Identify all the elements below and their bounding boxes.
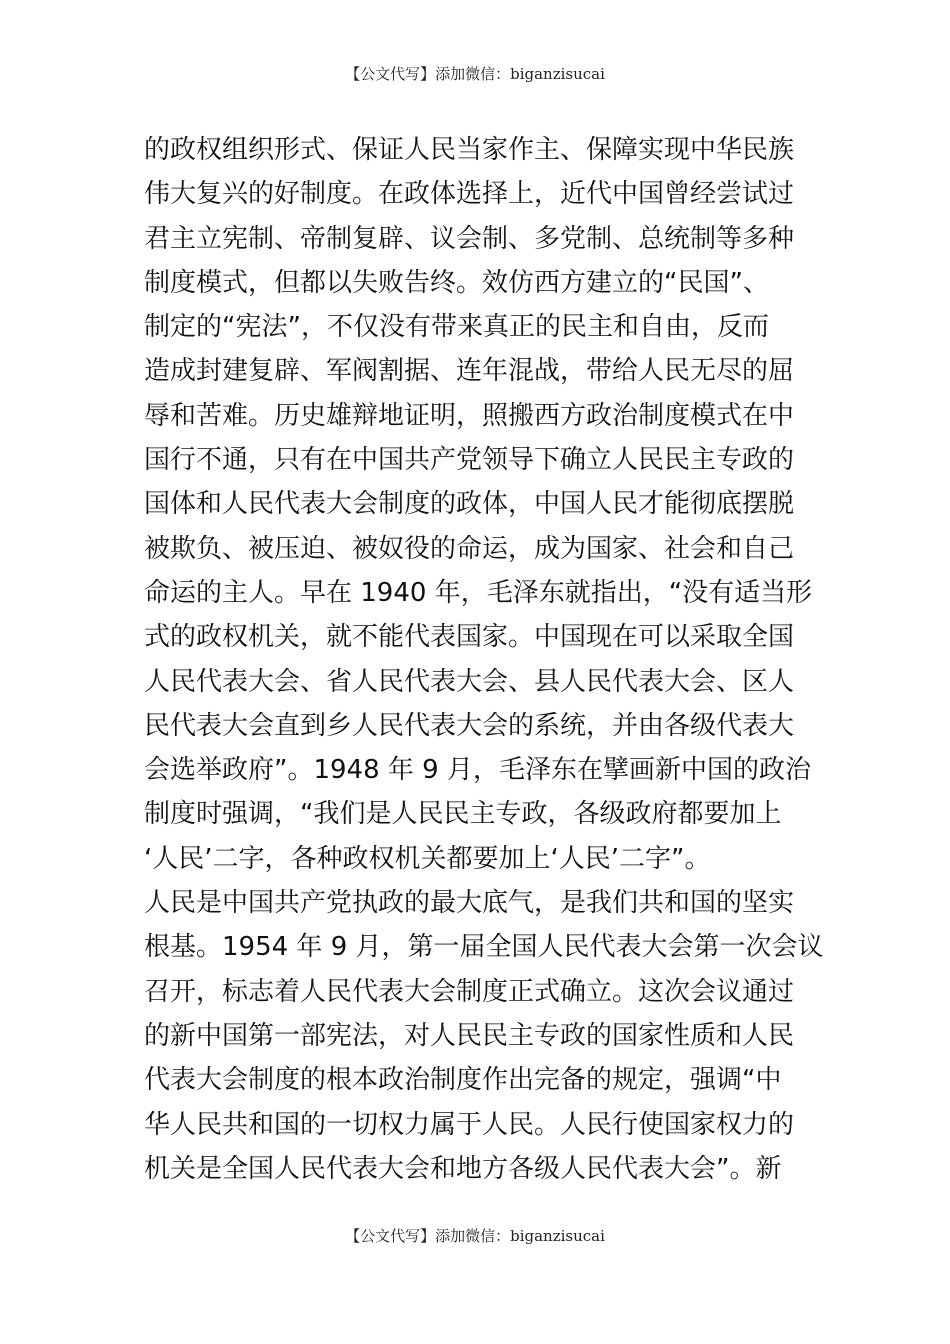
text-line: 人民代表大会、省人民代表大会、县人民代表大会、区人 bbox=[144, 666, 795, 697]
text-line: 代表大会制度的根本政治制度作出完备的规定，强调“中 bbox=[144, 1065, 782, 1096]
document-body bbox=[144, 128, 824, 1191]
text-line: 华人民共和国的一切权力属于人民。人民行使国家权力的 bbox=[144, 1109, 795, 1140]
text-line: 国行不通，只有在中国共产党领导下确立人民民主专政的 bbox=[144, 445, 795, 476]
text-line: 式的政权机关，就不能代表国家。中国现在可以采取全国 bbox=[144, 622, 795, 653]
text-line: 民代表大会直到乡人民代表大会的系统，并由各级代表大 bbox=[144, 710, 795, 741]
text-line: 辱和苦难。历史雄辩地证明，照搬西方政治制度模式在中 bbox=[144, 400, 795, 431]
text-line: 被欺负、被压迫、被奴役的命运，成为国家、社会和自己 bbox=[144, 533, 795, 564]
text-line: 根基。1954 年 9 月，第一届全国人民代表大会第一次会议 bbox=[144, 932, 824, 963]
text-line: 机关是全国人民代表大会和地方各级人民代表大会”。新 bbox=[144, 1153, 782, 1184]
text-line: 的新中国第一部宪法，对人民民主专政的国家性质和人民 bbox=[144, 1020, 795, 1051]
text-line: 会选举政府”。1948 年 9 月，毛泽东在擘画新中国的政治 bbox=[144, 755, 811, 786]
text-line: 君主立宪制、帝制复辟、议会制、多党制、总统制等多种 bbox=[144, 223, 795, 254]
text-line: 制定的“宪法”，不仅没有带来真正的民主和自由，反而 bbox=[144, 312, 769, 343]
text-line: 召开，标志着人民代表大会制度正式确立。这次会议通过 bbox=[144, 976, 795, 1007]
text-line: 的政权组织形式、保证人民当家作主、保障实现中华民族 bbox=[144, 135, 795, 165]
page-footer: 【公文代写】添加微信：biganzisucai bbox=[345, 1227, 605, 1245]
text-line: 人民是中国共产党执政的最大底气，是我们共和国的坚实 bbox=[144, 888, 795, 919]
text-line: 国体和人民代表大会制度的政体，中国人民才能彻底摆脱 bbox=[144, 489, 795, 520]
page-header: 【公文代写】添加微信：biganzisucai bbox=[345, 65, 605, 83]
text-line: 制度时强调，“我们是人民民主专政，各级政府都要加上 bbox=[144, 799, 782, 830]
text-line: 造成封建复辟、军阀割据、连年混战，带给人民无尽的屈 bbox=[144, 356, 795, 387]
text-line: 制度模式，但都以失败告终。效仿西方建立的“民国”、 bbox=[144, 267, 769, 298]
text-line: 命运的主人。早在 1940 年，毛泽东就指出，“没有适当形 bbox=[144, 577, 813, 608]
text-line: 伟大复兴的好制度。在政体选择上，近代中国曾经尝试过 bbox=[144, 179, 795, 210]
text-line: ‘人民’二字，各种政权机关都要加上‘人民’二字”。 bbox=[144, 843, 711, 874]
